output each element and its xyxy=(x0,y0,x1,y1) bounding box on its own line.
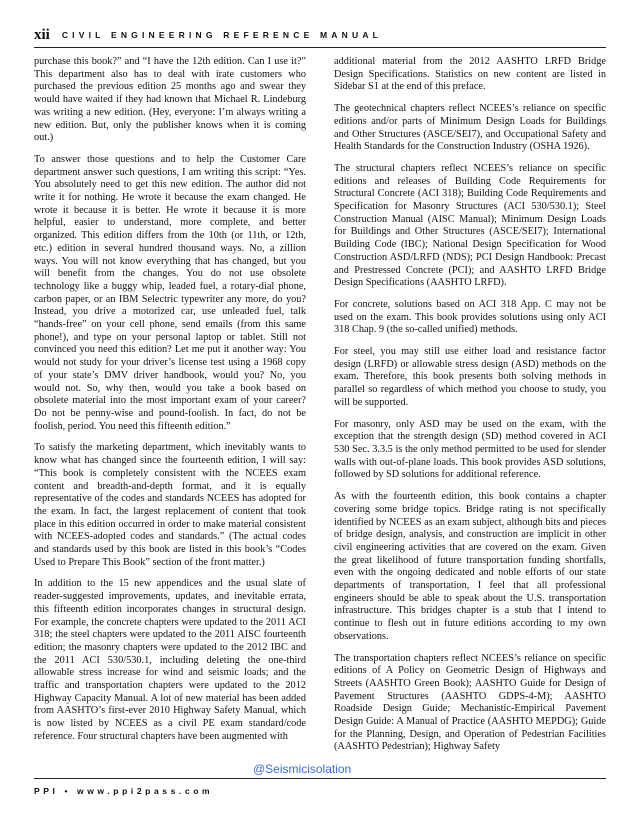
left-column xyxy=(34,56,306,772)
paragraph: The structural chapters reflect NCEES’s reliance on specific editions and releases of Building Code Requirements for Structural Concrete (ACI 318); Building Code Requirements and Specification for Masonry Structures (ACI 530/530.1); Steel Construction Manual (AISC Manual); Minimum Design Loads for Buildings and Other Structures (ASCE/SEI7); International Building Code (IBC); National Design Specification for Wood Construction ASD/LRFD (NDS); PCI Design Handbook: Precast and Prestressed Concrete (PCI); and AASHTO LRFD Bridge Design Specifications (AASHTO LRFD). xyxy=(334,162,606,289)
paragraph: To satisfy the marketing department, which inevitably wants to know what has changed since the fourteenth edition, I will say: “This book is completely consistent with the NCEES exam content and breadth-and-depth format, and it is equally representative of the codes and standards NCEES has adopted for the exam. In fact, the largest replacement of content that took place in this edition occurred in order to make material consistent with NCEES-adopted codes and standards.” (The actual codes and standards used by this book are listed in this book’s “Codes Used to Prepare This Book” section of the front matter.) xyxy=(34,442,306,568)
paragraph: In addition to the 15 new appendices and the usual slate of reader-suggested improvements, updates, and inevitable errata, this fifteenth edition incorporates changes in structural design. For example, the concrete chapters were updated to the 2011 ACI 318; the steel chapters were updated to the 2011 AISC fourteenth edition; the masonry chapters were updated to the 2012 IBC and the 2011 ACI 530/530.1, including deleting the one-third allowable stress increase for wind and seismic loads; and the traffic and transportation chapters were updated to the 2012 Highway Capacity Manual. A lot of new material has been added from AASHTO’s first-ever 2010 Highway Safety Manual, which is now listed by NCEES as a civil PE exam standard/code reference. Four structural chapters have been augmented with xyxy=(34,578,306,742)
paragraph: The transportation chapters reflect NCEES’s reliance on specific editions of A Policy on Geometric Design of Highways and Streets (AASHTO Green Book); AASHTO Guide for Design of Pavement Structures (AASHTO GDPS-4-M); AASHTO Roadside Design Guide; Mechanistic-Empirical Pavement Design Guide: A Manual of Practice (AASHTO MEPDG); Guide for the Planning, Design, and Operation of Pedestrian Facilities (AASHTO Pedestrian); Highway Safety xyxy=(334,652,606,753)
body-columns xyxy=(34,56,606,772)
paragraph: For steel, you may still use either load and resistance factor design (LRFD) or allowable stress design (ASD) methods on the exam. Therefore, this book presents both solving methods in parallel so regardless of which method you choose to study, you will be supported. xyxy=(334,346,606,408)
running-title: CIVIL ENGINEERING REFERENCE MANUAL xyxy=(61,30,383,40)
paragraph: As with the fourteenth edition, this book contains a chapter covering some bridge topics. Bridge rating is not specifically identified by NCEES as an exam subject, although bits and pieces of bridge design, analysis, and construction are implicit in other civil engineering activities that are covered on the exam. Given the great likelihood of future transportation funding shortfalls, even with the ongoing dedicated and noble efforts of our state departments of transportation, I feel that all professional engineers should be able to speak about the U.S. transportation infrastructure. This bridges chapter is a stub that I intend to continue to flesh out in future editions according to my own observations. xyxy=(334,491,606,642)
paragraph: For concrete, solutions based on ACI 318 App. C may not be used on the exam. This book provides solutions using only ACI 318 Chap. 9 (the so-called unified) methods. xyxy=(334,298,606,336)
header-rule xyxy=(34,47,606,48)
paragraph: additional material from the 2012 AASHTO LRFD Bridge Design Specifications. Statistics on new content are listed in Sidebar S1 at the end of this preface. xyxy=(334,56,606,93)
paragraph: To answer those questions and to help the Customer Care department answer such questions, I am writing this script: “Yes. You absolutely need to get this new edition. The author did not write it for nothing. He wrote it because the exam changed. He wrote it because it is better. He wrote it because it is more helpful, easier to understand, more complete, and better organized. This edition differs from the 10th (or 11th, or 12th, etc.) edition in several hundred thousand ways. No, a zillion ways. You will not know everything that has changed, but you will benefit from the changes. You do not use obsolete technology like a buggy whip, leaded fuel, a rotary-dial phone, carbon paper, or an IBM Selectric typewriter any more, do you? Instead, you drive a motorized car, use unleaded fuel, talk “hands-free” on your cell phone, send emails (from this same phone!), and type on your personal laptop or tablet. Still not convinced you need this edition? Let me put it another way: You would not study for your driver’s license test using a 1968 copy of your state’s DMV driver handbook, would you? No, you would not. So, why then, would you take a book based on obsolete material into the most important exam of your career? Do not be penny-wise and pound-foolish. In fact, do not be foolish, period. You need this fifteenth edition.” xyxy=(34,153,306,432)
page-header xyxy=(34,26,604,44)
paragraph: The geotechnical chapters reflect NCEES’s reliance on specific editions and/or parts of Minimum Design Loads for Buildings and Other Structures (ASCE/SEI7), and Occupational Safety and Health Standards for the Construction Industry (OSHA 1926). xyxy=(334,103,606,153)
page-number: xii xyxy=(34,26,50,43)
paragraph: For masonry, only ASD may be used on the exam, with the exception that the strength design (SD) method covered in ACI 530 Sec. 3.3.5 is the only method permitted to be used for slender walls with out-of-plane loads. This book provides ASD solutions, followed by SD solutions for additional reference. xyxy=(334,418,606,481)
watermark: @Seismicisolation xyxy=(253,762,352,776)
page-footer: PPI • www.ppi2pass.com xyxy=(34,786,214,796)
right-column xyxy=(334,56,606,772)
footer-rule xyxy=(34,778,606,779)
paragraph: purchase this book?” and “I have the 12th edition. Can I use it?” This department also has to deal with irate customers who purchased the previous edition 25 months ago and swear they would have waited if they had known that Michael R. Lindeburg was writing a new edition. (Hey, everyone: I’m always writing a new edition. But, only the publisher knows when it is coming out.) xyxy=(34,56,306,144)
